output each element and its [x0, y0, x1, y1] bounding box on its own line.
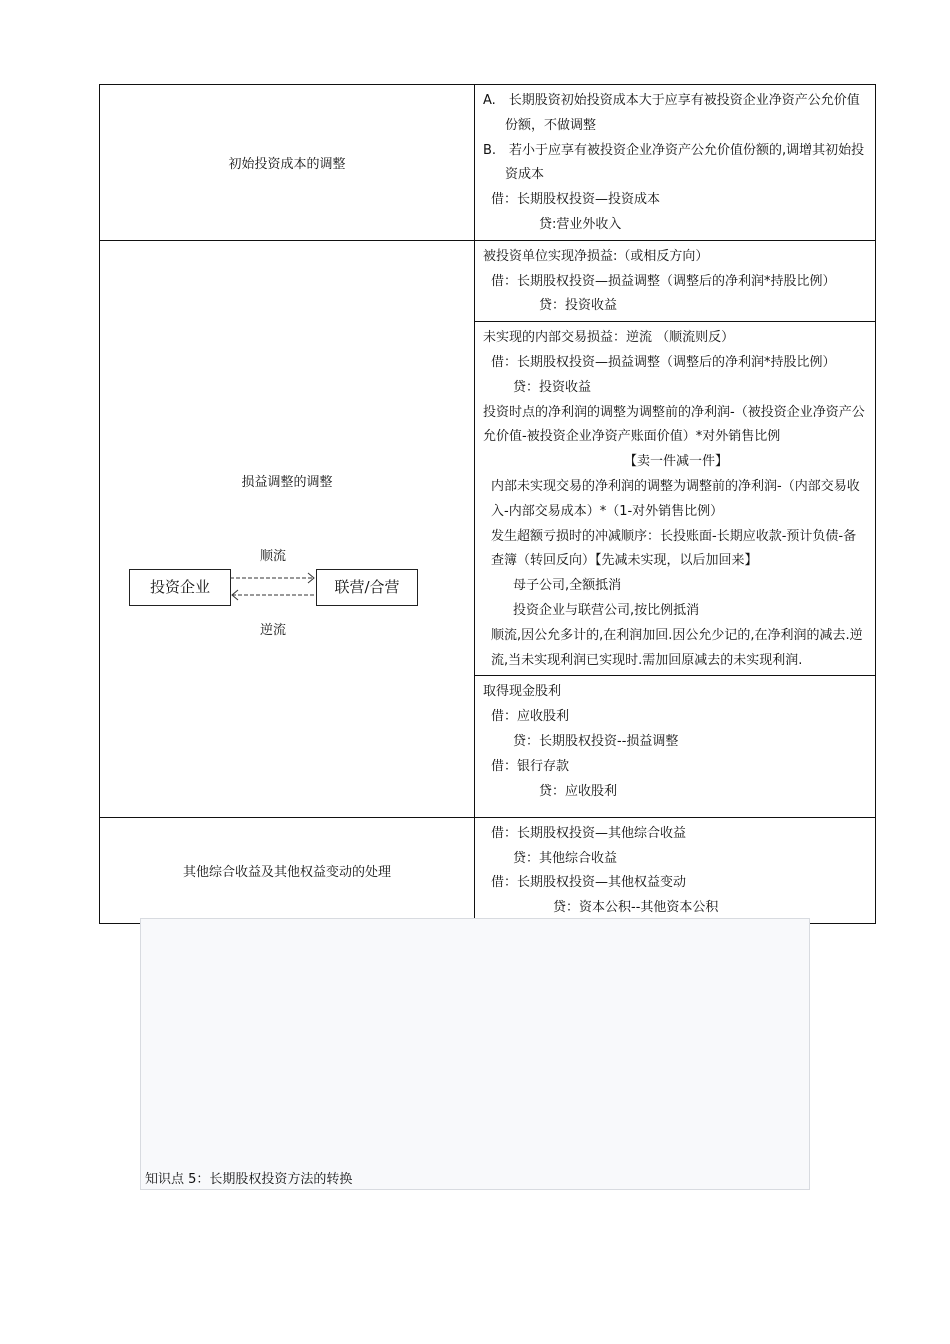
journal-credit: 贷：投资收益 [539, 298, 618, 314]
image-placeholder [140, 918, 810, 1190]
line-a: A. 长期股资初始投资成本大于应享有被投资企业净资产公允价值份额，不做调整 [483, 93, 860, 133]
journal-credit: 贷：资本公积--其他资本公积 [553, 900, 719, 916]
text-line: 未实现的内部交易损益：逆流 （顺流则反） [483, 330, 735, 346]
journal-debit: 借：长期股权投资—其他权益变动 [491, 875, 687, 891]
text-line: 【卖一件减一件】 [623, 454, 728, 470]
text-line: 顺流,因公允多计的,在利润加回.因公允少记的,在净利润的减去.逆流,当未实现利润已实现时.需加回原减去的未实现利润. [491, 627, 863, 668]
upstream-label: 逆流 [260, 622, 287, 638]
section-net-income [475, 241, 875, 321]
journal-debit: 借：银行存款 [491, 758, 570, 774]
row-pl-adjustment-label [100, 240, 475, 817]
line-b: B. 若小于应享有被投资企业净资产公允价值份额的,调增其初始投资成本 [483, 142, 865, 183]
row-label: 其他综合收益及其他权益变动的处理 [182, 864, 391, 880]
row-initial-cost-label [100, 85, 475, 241]
journal-credit: 贷：应收股利 [539, 783, 618, 799]
journal-debit: 借：长期股权投资—投资成本 [491, 192, 661, 208]
row-oci-label [100, 817, 475, 923]
row-pl-adjustment-content [475, 240, 876, 817]
text-line: 取得现金股利 [483, 684, 562, 700]
text-line: 母子公司,全额抵消 [513, 578, 622, 594]
row-label: 初始投资成本的调整 [228, 156, 346, 172]
journal-debit: 借：应收股利 [491, 709, 570, 725]
text-line: 被投资单位实现净损益:（或相反方向） [483, 248, 709, 264]
flow-arrows [100, 541, 474, 641]
journal-debit: 借：长期股权投资—其他综合收益 [491, 825, 687, 841]
row-initial-cost-content [475, 85, 876, 241]
journal-credit: 贷:营业外收入 [539, 216, 622, 232]
journal-credit: 贷：长期股权投资--损益调整 [513, 733, 679, 749]
downstream-label: 顺流 [260, 548, 287, 564]
row-oci-content [475, 817, 876, 923]
journal-debit: 借：长期股权投资—损益调整（调整后的净利润*持股比例） [491, 273, 836, 289]
text-line: 发生超额亏损时的冲减顺序：长投账面-长期应收款-预计负债-备查簿（转回反向）【先减未实现，以后加回来】 [491, 528, 857, 569]
section-unrealized [475, 321, 875, 675]
journal-credit: 贷：其他综合收益 [513, 850, 618, 866]
associate-box: 联营/合营 [316, 569, 418, 606]
text-line: 投资企业与联营公司,按比例抵消 [513, 602, 700, 618]
section-dividend [475, 675, 875, 806]
row-label: 损益调整的调整 [241, 474, 333, 490]
flow-diagram [100, 541, 474, 641]
section-heading: 知识点 5：长期股权投资方法的转换 [145, 1172, 353, 1187]
content-table [99, 84, 876, 924]
text-line: 投资时点的净利润的调整为调整前的净利润-（被投资企业净资产公允价值-被投资企业净资产账面价值）*对外销售比例 [483, 404, 865, 445]
journal-credit: 贷：投资收益 [513, 379, 592, 395]
journal-debit: 借：长期股权投资—损益调整（调整后的净利润*持股比例） [491, 354, 836, 370]
investor-box: 投资企业 [129, 569, 231, 606]
text-line: 内部未实现交易的净利润的调整为调整前的净利润-（内部交易收入-内部交易成本）*（1-对外销售比例） [491, 478, 860, 519]
